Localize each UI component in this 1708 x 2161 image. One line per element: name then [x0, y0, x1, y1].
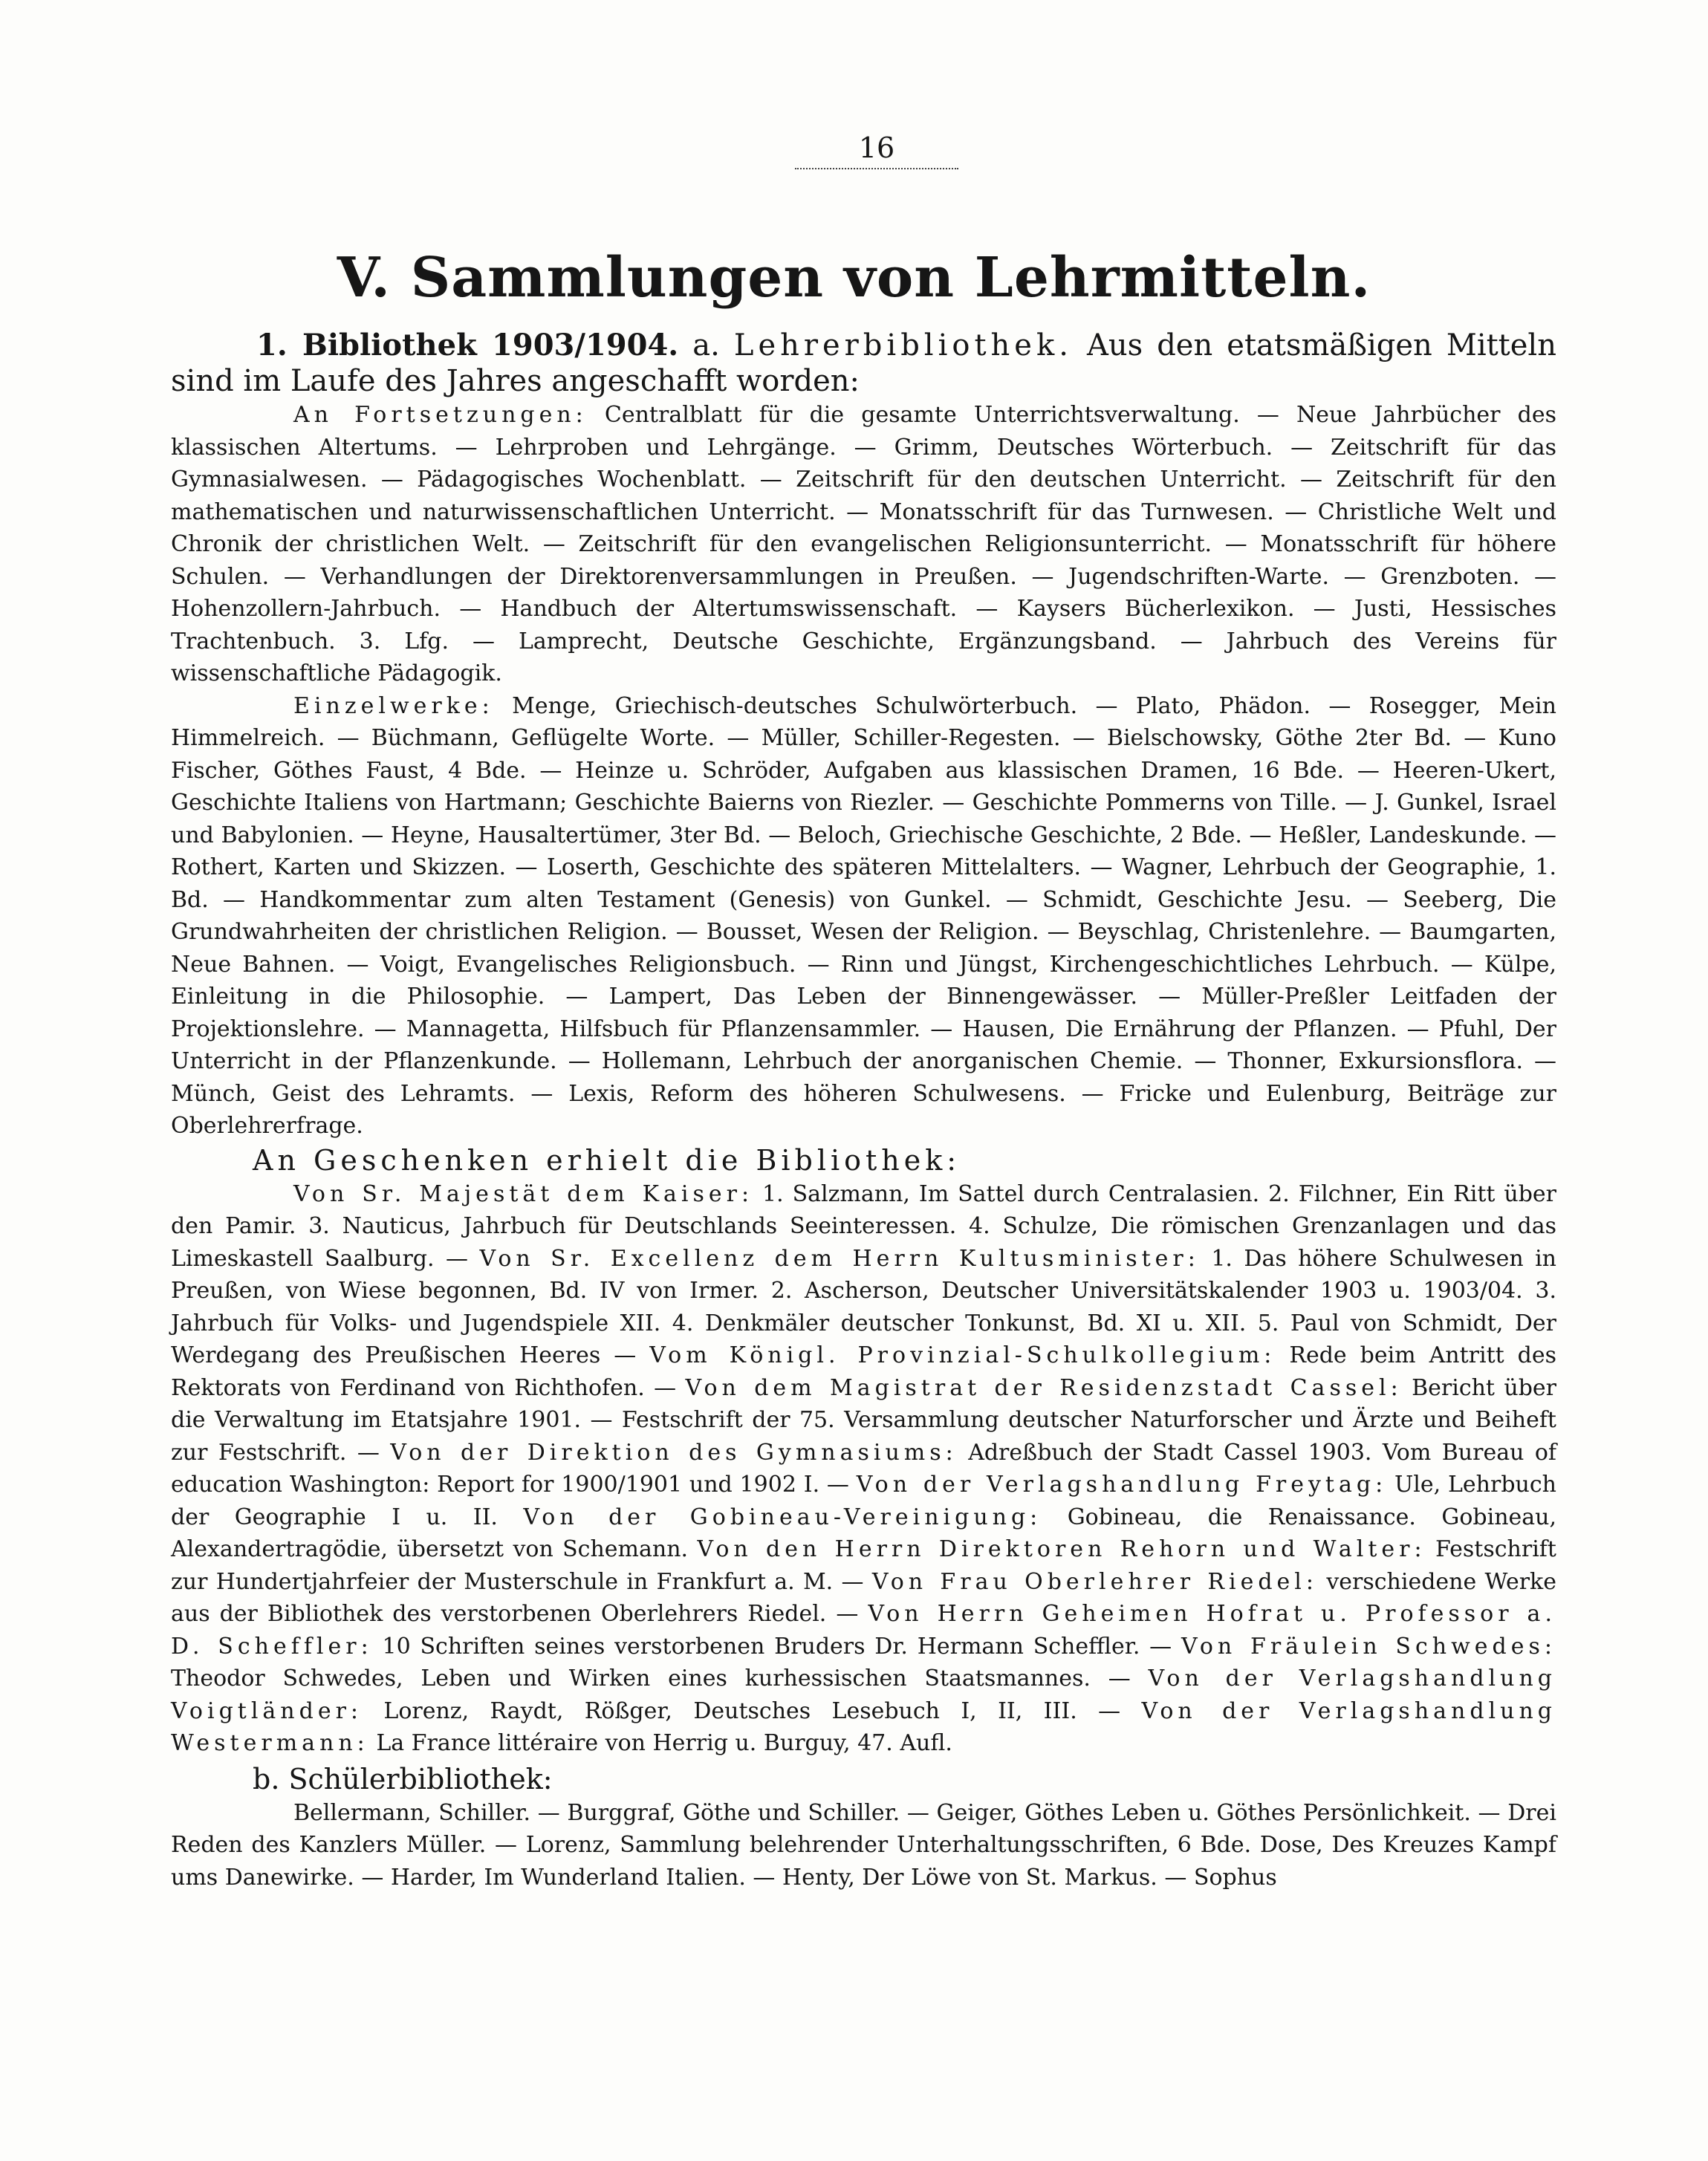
donor-scheffler: Von Herrn Geheimen Hofrat u. Professor a. D. Scheffler: [171, 1601, 1556, 1660]
gift-scheffler: 10 Schriften seines verstorbenen Bruders Dr. Hermann Scheffler. — [382, 1633, 1172, 1660]
gifts-heading-text: An Geschenken erhielt die Bibliothek: [253, 1143, 961, 1177]
donor-schwedes: Von Fräulein Schwedes: [1181, 1633, 1556, 1660]
gift-freytag: Ule, Lehrbuch der Geographie I u. II. [171, 1472, 1556, 1530]
donor-voigtlaender: Von der Verlagshandlung Voigtländer: [171, 1666, 1556, 1724]
student-library-heading [171, 1761, 1556, 1797]
gift-minister: 1. Das höhere Schulwesen in Preußen, von Wiese begonnen, Bd. IV von Irmer. 2. Ascherson, Deutscher Universitätskalender 1903 u. 1903/04. 3. Jahrbuch für Volks- und Jugendspiele XII. 4. Denkmäler deutscher Tonkunst, Bd. XI u. XII. 5. Paul von Schmidt, Der Werdegang des Preußischen Heeres — [171, 1245, 1556, 1368]
gift-westermann: La France littéraire von Herrig u. Burguy, 47. Aufl. [376, 1730, 952, 1756]
gifts-paragraph [171, 1178, 1556, 1760]
section-title: V. Sammlungen von Lehrmitteln. [337, 246, 1371, 310]
page-number-rule [795, 168, 958, 169]
donor-riedel: Von Frau Oberlehrer Riedel: [871, 1568, 1318, 1595]
continuations-label: An Fortsetzungen: [293, 402, 588, 428]
donor-westermann: Von der Verlagshandlung Westermann: [171, 1697, 1556, 1756]
continuations-text: Centralblatt für die gesamte Unterrichtsverwaltung. — Neue Jahrbücher des klassischen Altertums. — Lehrproben und Lehrgänge. — Grimm, Deutsches Wörterbuch. — Zeitschrift für das Gymnasialwesen. — Pädagogisches Wochenblatt. — Zeitschrift für den deutschen Unterricht. — Zeitschrift für den mathematischen und naturwissenschaftlichen Unterricht. — Monatsschrift für das Turnwesen. — Christliche Welt und Chronik der christlichen Welt. — Zeitschrift für den evangelischen Religionsunterricht. — Monatsschrift für höhere Schulen. — Verhandlungen der Direktorenversammlungen in Preußen. — Jugendschriften-Warte. — Grenzboten. — Hohenzollern-Jahrbuch. — Handbuch der Altertumswissenschaft. — Kaysers Bücherlexikon. — Justi, Hessisches Trachtenbuch. 3. Lfg. — Lamprecht, Deutsche Geschichte, Ergänzungsband. — Jahrbuch des Vereins für wissenschaftliche Pädagogik. [171, 402, 1556, 686]
gifts-heading [171, 1143, 1556, 1178]
gift-gobineau: Gobineau, die Renaissance. Gobineau, Alexandertragödie, übersetzt von Schemann. [171, 1504, 1557, 1562]
donor-directors: Von den Herrn Direktoren Rehorn und Walter: [697, 1536, 1426, 1562]
continuations-paragraph [171, 399, 1556, 690]
student-library-heading-text: b. Schülerbibliothek: [253, 1762, 553, 1796]
gift-directorate: Adreßbuch der Stadt Cassel 1903. Vom Bureau of education Washington: Report for 1900/1901 und 1902 I. — [171, 1439, 1557, 1498]
gift-voigtlaender: Lorenz, Raydt, Rößger, Deutsches Lesebuch I, II, III. — [383, 1697, 1121, 1724]
gift-magistrate: Bericht über die Verwaltung im Etatsjahre 1901. — Festschrift der 75. Versammlung deutscher Naturforscher und Ärzte und Beiheft zur Festschrift. — [171, 1374, 1556, 1466]
student-library-text: Bellermann, Schiller. — Burggraf, Göthe und Schiller. — Geiger, Göthes Leben u. Göthes Persönlichkeit. — Drei Reden des Kanzlers Müller. — Lorenz, Sammlung belehrender Unterhaltungsschriften, 6 Bde. Dose, Des Kreuzes Kampf ums Danewirke. — Harder, Im Wunderland Italien. — Henty, Der Löwe von St. Markus. — Sophus [171, 1799, 1556, 1891]
donor-school-board: Vom Königl. Provinzial-Schulkollegium: [649, 1342, 1276, 1368]
donor-minister: Von Sr. Excellenz dem Herrn Kultusminister: [479, 1245, 1200, 1272]
library-intro: Aus den etatsmäßigen Mitteln sind im Laufe des Jahres angeschafft worden: [171, 328, 1556, 398]
sub-a-letter: a. [692, 328, 720, 363]
teacher-library-heading: Lehrerbibliothek. [733, 328, 1073, 363]
gift-schwedes: Theodor Schwedes, Leben und Wirken eines kurhessischen Staatsmannes. — [171, 1666, 1131, 1692]
main-text [171, 325, 1556, 1894]
donor-emperor: Von Sr. Majestät dem Kaiser: [293, 1180, 754, 1207]
gift-riedel: verschiedene Werke aus der Bibliothek des verstorbenen Oberlehrers Riedel. — [171, 1568, 1556, 1627]
library-heading: 1. Bibliothek 1903/1904. [256, 328, 679, 363]
donor-freytag: Von der Verlagshandlung Freytag: [856, 1472, 1388, 1498]
donor-directorate: Von der Direktion des Gymnasiums: [390, 1439, 958, 1466]
single-works-label: Einzelwerke: [293, 692, 494, 719]
gift-directors: Festschrift zur Hundertjahrfeier der Musterschule in Frankfurt a. M. — [171, 1536, 1556, 1595]
donor-magistrate: Von dem Magistrat der Residenzstadt Cassel: [685, 1374, 1403, 1401]
donor-gobineau: Von der Gobineau-Vereinigung: [523, 1504, 1042, 1530]
page-number: 16 [858, 131, 895, 164]
gift-school-board: Rede beim Antritt des Rektorats von Ferdinand von Richthofen. — [171, 1342, 1556, 1401]
library-heading-line [171, 328, 1556, 399]
single-works-paragraph [171, 690, 1556, 1143]
gift-emperor: 1. Salzmann, Im Sattel durch Centralasien. 2. Filchner, Ein Ritt über den Pamir. 3. Nauticus, Jahrbuch für Deutschlands Seeinteressen. 4. Schulze, Die römischen Grenzanlagen und das Limeskastell Saalburg. — [171, 1180, 1556, 1272]
student-library-paragraph [171, 1797, 1556, 1894]
single-works-text: Menge, Griechisch-deutsches Schulwörterbuch. — Plato, Phädon. — Rosegger, Mein Himmelreich. — Büchmann, Geflügelte Worte. — Müller, Schiller-Regesten. — Bielschowsky, Göthe 2ter Bd. — Kuno Fischer, Göthes Faust, 4 Bde. — Heinze u. Schröder, Aufgaben aus klassischen Dramen, 16 Bde. — Heeren-Ukert, Geschichte Italiens von Hartmann; Geschichte Baierns von Riezler. — Geschichte Pommerns von Tille. — J. Gunkel, Israel und Babylonien. — Heyne, Hausaltertümer, 3ter Bd. — Beloch, Griechische Geschichte, 2 Bde. — Heßler, Landeskunde. — Rothert, Karten und Skizzen. — Loserth, Geschichte des späteren Mittelalters. — Wagner, Lehrbuch der Geographie, 1. Bd. — Handkommentar zum alten Testament (Genesis) von Gunkel. — Schmidt, Geschichte Jesu. — Seeberg, Die Grundwahrheiten der christlichen Religion. — Bousset, Wesen der Religion. — Beyschlag, Christenlehre. — Baumgarten, Neue Bahnen. — Voigt, Evangelisches Religionsbuch. — Rinn und Jüngst, Kirchengeschichtliches Lehrbuch. — Külpe, Einleitung in die Philosophie. — Lampert, Das Leben der Binnengewässer. — Müller-Preßler Leitfaden der Projektionslehre. — Mannagetta, Hilfsbuch für Pflanzensammler. — Hausen, Die Ernährung der Pflanzen. — Pfuhl, Der Unterricht in der Pflanzenkunde. — Hollemann, Lehrbuch der anorganischen Chemie. — Thonner, Exkursionsflora. — Münch, Geist des Lehramts. — Lexis, Reform des höheren Schulwesens. — Fricke und Eulenburg, Beiträge zur Oberlehrerfrage. [171, 692, 1556, 1139]
